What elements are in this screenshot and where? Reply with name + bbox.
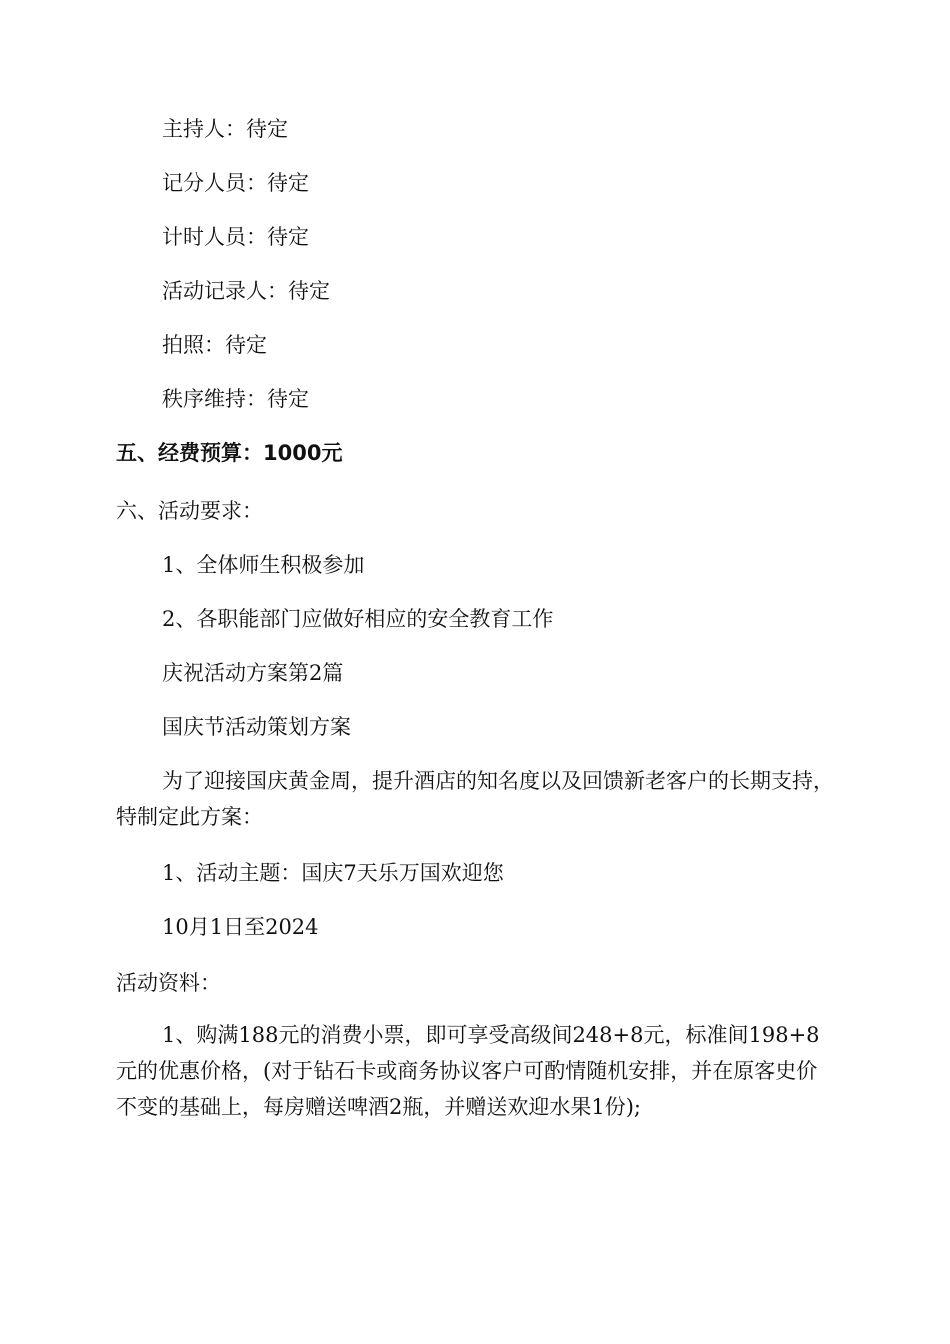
photo-line: 拍照：待定 [162,333,267,357]
materials-heading: 活动资料： [116,971,221,995]
recorder-line: 活动记录人：待定 [162,279,330,303]
intro-paragraph: 为了迎接国庆黄金周，提升酒店的知名度以及回馈新老客户的长期支持，特制定此方案： [116,769,834,829]
materials-paragraph: 1、购满188元的消费小票，即可享受高级间248+8元，标准间198+8元的优惠价格，(对于钻石卡或商务协议客户可酌情随机安排，并在原客史价不变的基础上，每房赠送啤酒2瓶，并赠送欢迎水果1份); [116,1023,820,1119]
requirement-item-2: 2、各职能部门应做好相应的安全教育工作 [162,607,554,631]
requirement-item-1: 1、全体师生积极参加 [162,553,365,577]
doc2-title: 庆祝活动方案第2篇 [162,661,344,685]
order-line: 秩序维持：待定 [162,387,309,411]
timer-line: 计时人员：待定 [162,225,309,249]
doc2-subtitle: 国庆节活动策划方案 [162,715,351,739]
theme-line: 1、活动主题：国庆7天乐万国欢迎您 [162,861,504,885]
budget-heading: 五、经费预算：1000元 [116,441,343,465]
scorer-line: 记分人员：待定 [162,171,309,195]
requirements-heading: 六、活动要求： [116,499,263,523]
host-line: 主持人：待定 [162,117,288,141]
date-line: 10月1日至2024 [162,915,319,939]
